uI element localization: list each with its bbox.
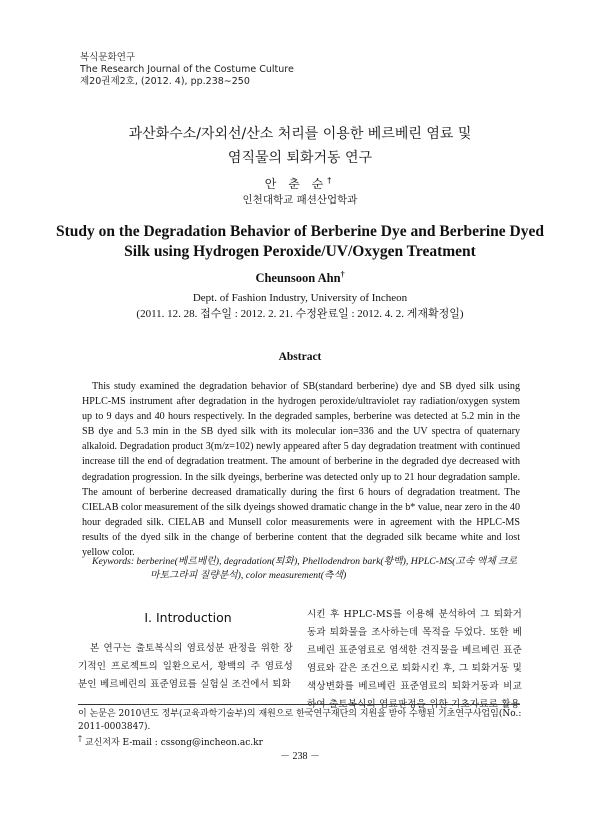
korean-title-line1: 과산화수소/자외선/산소 처리를 이용한 베르베린 염료 및: [128, 126, 472, 142]
intro-right-paragraph: 시킨 후 HPLC-MS를 이용해 분석하여 그 퇴화거동과 퇴화물을 조사하는데 목적을 두었다. 또한 베르베린 표준염료로 염색한 견직물을 베르베린 표준염료와 같은 조건으로 퇴화시킨 후, 그 퇴화거동 및 색상변화를 베르베린 표준염료의 퇴화거동과 비교하여 출토복식의 염료판정을 위한 기초자료로 활용: [307, 609, 522, 710]
page-number: － 238 －: [280, 751, 320, 762]
korean-title: [0, 122, 600, 170]
keywords-text: Keywords: berberine(베르베린), degradation(퇴화), Phellodendron bark(황백), HPLC-MS(고속 액체 크로마토그라피 질량분석), color measurement(측색): [92, 556, 518, 581]
corresponding-email: 교신저자 E-mail : cssong@incheon.ac.kr: [84, 738, 263, 748]
korean-author-name: 안 춘 순: [264, 177, 328, 191]
abstract-heading: Abstract: [278, 351, 322, 363]
english-title: [40, 222, 560, 262]
english-author-name: Cheunsoon Ahn: [255, 271, 341, 286]
footnotes: [78, 708, 528, 750]
english-author: [0, 270, 600, 286]
english-affiliation: Dept. of Fashion Industry, University of Incheon: [192, 292, 408, 304]
footnote-mark: †: [78, 734, 82, 743]
english-title-line1: Study on the Degradation Behavior of Berberine Dye and Berberine Dyed: [56, 223, 544, 240]
korean-author: [0, 175, 600, 192]
intro-left-paragraph: 본 연구는 출토복식의 염료성분 판정을 위한 장기적인 프로젝트의 일환으로서, 황백의 주 염료성분인 베르베린의 표준염료를 실험실 조건에서 퇴화: [78, 643, 293, 690]
corresponding-mark: †: [327, 176, 336, 185]
abstract-text: This study examined the degradation behavior of SB(standard berberine) dye and SB dyed silk using HPLC-MS instrument after degradation in the hydrogen peroxide/ultraviolet ray radiation/oxygen system up to 9 days and 40 hours respectively. In the degraded samples, berberine was detected at 5.2 min in the SB dye and 5.3 min in the SB dyed silk with its molecular ion=336 and the UV spectra of quaternary alkaloid. Degradation product 3(m/z=102) newly appeared after 5 day degradation treatment with continued increase till the end of degradation treatment. The amount of berberine in the degraded dye decreased with degradation progression. In the silk dyeings, berberine was detected only up to 21 hour degradation sample. The amount of berberine decreased dramatically during the first 6 hours of degradation treatment. The CIELAB color measurement of the silk dyeings showed dramatic change in the b* value, near zero in the 40 hour degraded silk. CIELAB and Munsell color measurements were in agreement with the HPLC-MS results of the dyed silk in the change of berberine content that the degraded silk became white and lost yellow color.: [82, 381, 520, 559]
korean-affiliation: 인천대학교 패션산업학과: [242, 194, 358, 206]
submission-dates: (2011. 12. 28. 접수일 : 2012. 2. 21. 수정완료일 : 2012. 4. 2. 게재확정일): [136, 308, 464, 320]
funding-footnote: 이 논문은 2010년도 정부(교육과학기술부)의 재원으로 한국연구재단의 지원을 받아 수행된 기초연구사업임(No.: 2011-0003847).: [78, 709, 522, 732]
english-affiliation-block: [0, 290, 600, 322]
journal-header: [80, 52, 294, 88]
section-heading-introduction: Ⅰ. Introduction: [144, 610, 232, 625]
keywords-block: [92, 555, 522, 582]
journal-name-ko: 복식문화연구: [80, 52, 136, 63]
intro-left-column: [78, 640, 293, 694]
english-corresponding-mark: †: [340, 270, 345, 279]
journal-issue: 제20권제2호, (2012. 4), pp.238∼250: [80, 76, 250, 87]
intro-right-column: [307, 606, 522, 714]
english-title-line2: Silk using Hydrogen Peroxide/UV/Oxygen Treatment: [124, 243, 476, 260]
korean-title-line2: 염직물의 퇴화거동 연구: [227, 150, 373, 166]
footnote-divider: [78, 704, 520, 705]
journal-name-en: The Research Journal of the Costume Culture: [80, 64, 294, 75]
